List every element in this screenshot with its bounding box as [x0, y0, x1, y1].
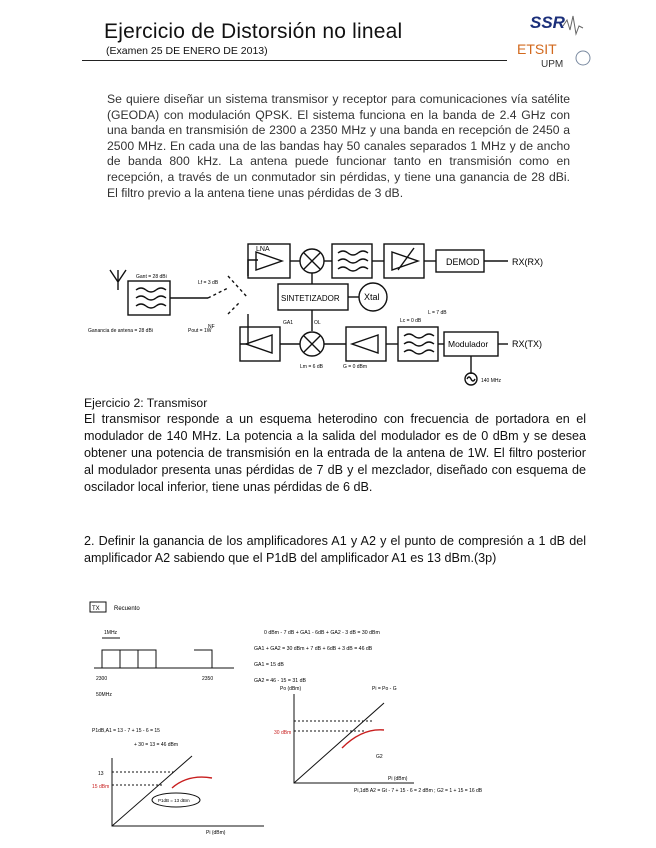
hw-g2-val2: 15 dBm — [92, 784, 110, 790]
diagram-antenna-gain: Gant = 28 dBi — [136, 274, 167, 280]
hw-flow: 2300 — [96, 676, 108, 682]
hw-g1-xlabel: Pi (dBm) — [388, 776, 408, 782]
hw-eq2: GA1 + GA2 = 30 dBm + 7 dB + 6dB + 3 dB = 46 dB — [254, 646, 373, 652]
handwritten-solution — [84, 598, 580, 838]
diagram-synth: SINTETIZADOR — [281, 294, 340, 303]
diagram-antenna-note: Ganancia de antena = 28 dBi — [88, 328, 153, 334]
title-rule — [82, 60, 507, 61]
transceiver-block-diagram — [88, 236, 578, 394]
hw-tag: TX — [92, 606, 100, 612]
diagram-mixer-loss: Lm = 6 dB — [300, 364, 323, 370]
logo-etsit: ETSIT — [517, 41, 557, 57]
diagram-filter-loss: Lf = 3 dB — [198, 280, 219, 286]
page-title: Ejercicio de Distorsión no lineal — [104, 20, 403, 43]
hw-left-eq: P1dB,A1 = 13 - 7 + 15 - 6 = 15 — [92, 728, 160, 734]
question2-text: 2. Definir la ganancia de los amplificadores A1 y A2 y el punto de compresión a 1 dB del amplificador A2 sabiendo que el P1dB del amplificador A1 es 13 dBm.(3p) — [84, 534, 586, 565]
hw-eq4: GA2 = 46 - 15 = 31 dB — [254, 678, 306, 684]
hw-heading: Recuento — [114, 606, 140, 612]
page-subtitle: (Examen 25 DE ENERO DE 2013) — [106, 45, 268, 57]
diagram-modulator: Modulador — [448, 339, 489, 349]
diagram-rx-out: RX(RX) — [512, 257, 543, 267]
diagram-switch-loss: Lc = 0 dB — [400, 318, 422, 324]
logo-upm: UPM — [541, 59, 564, 70]
diagram-filter-loss-tx: L = 7 dB — [428, 310, 447, 316]
diagram-xtal: Xtal — [364, 292, 380, 302]
diagram-lo-label: OL — [314, 320, 321, 326]
hw-eq3: GA1 = 15 dB — [254, 662, 284, 668]
diagram-nf: NF — [208, 324, 215, 330]
hw-eq1: 0 dBm - 7 dB + GA1 - 6dB + GA2 - 3 dB = 30 dBm — [264, 630, 380, 636]
hw-g1-val2: G2 — [376, 754, 383, 760]
intro-paragraph: Se quiere diseñar un sistema transmisor y receptor para comunicaciones vía satélite (GEODA) con modulación QPSK. El sistema funciona en la banda de 2.4 GHz con una banda en transmisión de 2300 a 2350 MHz y una banda en recepción de 2450 a 2500 MHz. En cada una de las bandas hay 50 canales separados 1 MHz y de ancho de banda 800 kHz. La antena puede funcionar tanto en transmisión como en recepción, a través de un conmutador sin pérdidas, y tiene una ganancia de 28 dBi. El filtro previo a la antena tiene unas pérdidas de 3 dB. — [107, 92, 570, 200]
hw-g2-val1: 13 — [98, 771, 104, 777]
diagram-if-label: 140 MHz — [481, 378, 502, 384]
hw-left-eq2: + 30 = 13 = 46 dBm — [134, 742, 179, 748]
exercise2-heading: Ejercicio 2: Transmisor — [84, 396, 208, 410]
hw-g2-box: P1dB = 13 dBm — [158, 798, 190, 803]
hw-g1-ylabel: Po (dBm) — [280, 686, 302, 692]
exercise2-text: El transmisor responde a un esquema heterodino con frecuencia de portadora en el modulador de 140 MHz. La potencia a la salida del modulador es de 0 dBm y se desea obtener una potencia de transmisión en la entrada de la antena de 1W. El filtro posterior al modulador presenta unas pérdidas de 7 dB y el mezclador, diseñado con esquema de oscilador local inferior, tiene unas pérdidas de 6 dB. — [84, 412, 586, 494]
hw-g1-note: Pi = Po - G — [372, 686, 397, 692]
ssr-etsit-upm-logo — [505, 10, 597, 72]
diagram-a1-gain: GA1 — [283, 320, 294, 326]
diagram-lna: LNA — [256, 246, 270, 253]
hw-fhigh: 2350 — [202, 676, 214, 682]
hw-result1: Pi,1dB A2 = Gt - 7 + 15 - 6 = 2 dBm ; G2 = 1 + 15 = 16 dB — [354, 788, 483, 794]
hw-spacing: 1MHz — [104, 630, 118, 636]
diagram-demod: DEMOD — [446, 257, 480, 267]
logo-ssr: SSR — [530, 13, 565, 32]
hw-g1-val1: 30 dBm — [274, 730, 292, 736]
diagram-a2-power: Pout = 1W — [188, 328, 212, 334]
diagram-mod-power: G = 0 dBm — [343, 364, 368, 370]
diagram-tx-in: RX(TX) — [512, 339, 542, 349]
hw-g2-xlabel: Pi (dBm) — [206, 830, 226, 836]
hw-band: 50MHz — [96, 692, 112, 698]
